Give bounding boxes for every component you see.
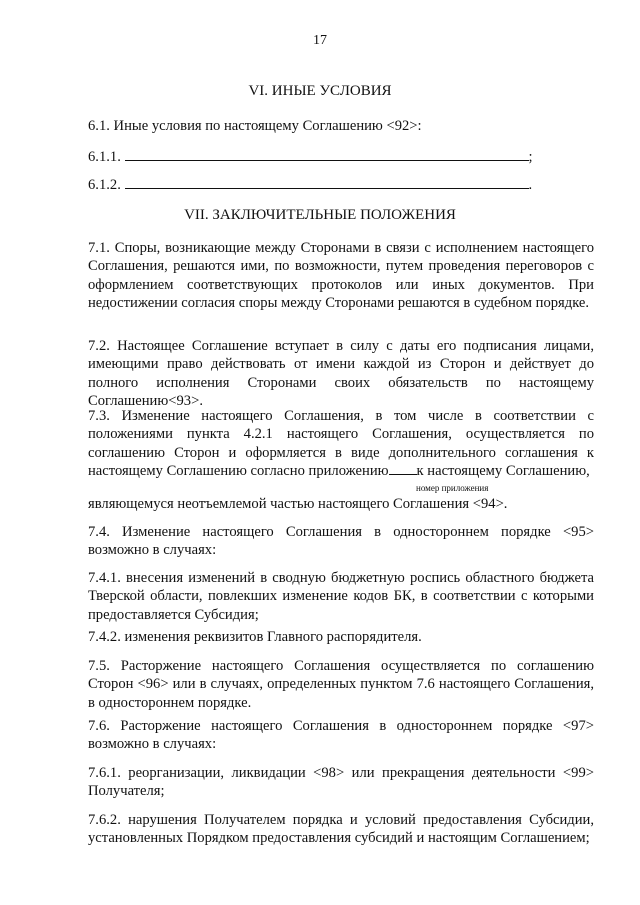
clause-6-1-1: [88, 146, 594, 166]
clause-7-6: 7.6. Расторжение настоящего Соглашения в одностороннем порядке <97> возможно в случаях:: [88, 718, 594, 753]
clause-7-3-text-cont: к настоящему Соглашению,: [416, 462, 590, 479]
clause-7-4-2: 7.4.2. изменения реквизитов Главного распорядителя.: [88, 629, 422, 645]
clause-6-1-2: [88, 174, 594, 194]
fill-in-line: [125, 146, 529, 161]
clause-7-4-1: 7.4.1. внесения изменений в сводную бюджетную роспись областного бюджета Тверской области, повлекших изменение кодов БК, в соответствии с которыми предоставляется Субсидия;: [88, 570, 594, 623]
clause-7-6-1: 7.6.1. реорганизации, ликвидации <98> или прекращения деятельности <99> Получателя;: [88, 765, 594, 800]
clause-7-4: 7.4. Изменение настоящего Соглашения в одностороннем порядке <95> возможно в случаях:: [88, 524, 594, 559]
clause-7-1: 7.1. Споры, возникающие между Сторонами в связи с исполнением настоящего Соглашения, решаются ими, по возможности, путем проведения переговоров с оформлением соответствующих протоколов или иных документов. При недостижении согласия споры между Сторонами решаются в судебном порядке.: [88, 240, 594, 311]
fill-in-line: [125, 174, 529, 189]
clause-7-2: 7.2. Настоящее Соглашение вступает в силу с даты его подписания лицами, имеющими право действовать от имени каждой из Сторон и действует до полного исполнения Сторонами своих обязательств по настоящему Соглашению<93>.: [88, 338, 594, 409]
section-7-heading: VII. ЗАКЛЮЧИТЕЛЬНЫЕ ПОЛОЖЕНИЯ: [184, 207, 456, 223]
clause-6-1-2-label: 6.1.2.: [88, 177, 121, 193]
clause-7-3-text: 7.3. Изменение настоящего Соглашения, в том числе в соответствии с положениями пункта 4.2.1 настоящего Соглашения, осуществляется по соглашению Сторон и оформляется в виде дополнительного соглашения к настоящему Соглашению согласно приложению: [88, 408, 594, 479]
clause-7-3-end: являющемуся неотъемлемой частью настоящего Соглашения <94>.: [88, 496, 508, 512]
clause-7-3: [88, 407, 594, 480]
clause-6-1-2-end: .: [528, 177, 533, 193]
clause-6-1-1-label: 6.1.1.: [88, 149, 121, 165]
clause-7-5: 7.5. Расторжение настоящего Соглашения осуществляется по соглашению Сторон <96> или в случаях, определенных пунктом 7.6 настоящего Соглашения, в одностороннем порядке.: [88, 658, 594, 711]
clause-6-1-1-end: ;: [528, 149, 533, 165]
appendix-number-blank: [389, 462, 417, 475]
clause-7-6-2: 7.6.2. нарушения Получателем порядка и условий предоставления Субсидии, установленных Порядком предоставления субсидий и настоящим Соглашением;: [88, 812, 594, 847]
section-6-heading: VI. ИНЫЕ УСЛОВИЯ: [248, 83, 392, 99]
page-number: 17: [313, 33, 327, 48]
appendix-number-caption: номер приложения: [416, 483, 489, 493]
clause-6-1: 6.1. Иные условия по настоящему Соглашению <92>:: [88, 118, 422, 134]
